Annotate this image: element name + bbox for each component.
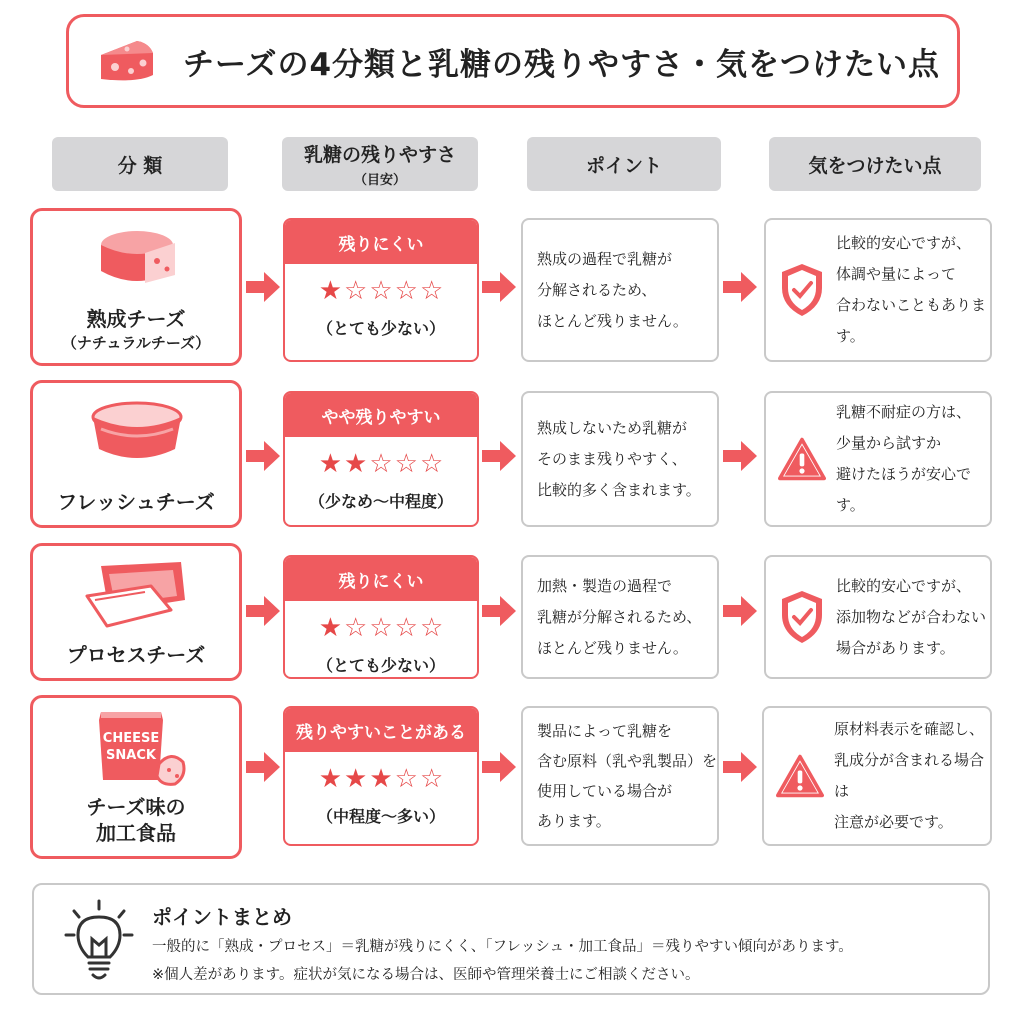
star-empty-icon: ☆ (369, 276, 393, 306)
process-cheese-slice-icon (81, 556, 193, 636)
caution-line: 添加物などが合わない (836, 607, 987, 626)
category-name: プロセスチーズ (66, 643, 206, 667)
star-filled-icon: ★ (344, 449, 368, 479)
category-card-processed-food (30, 695, 242, 859)
header-lactose-sublabel: （目安） (353, 173, 406, 188)
star-empty-icon: ☆ (394, 613, 418, 643)
rating-label: 残りにくい (285, 220, 477, 264)
arrow-right-icon (482, 441, 516, 471)
star-rating (285, 764, 477, 794)
rating-card (283, 706, 479, 846)
caution-line: 原材料表示を確認し、 (834, 720, 985, 738)
caution-line: 避けたほうが安心です。 (836, 465, 972, 514)
rating-caption: （少なめ～中程度） (308, 492, 453, 511)
star-empty-icon: ☆ (369, 613, 393, 643)
header-point (527, 137, 721, 191)
arrow-right-icon (482, 596, 516, 626)
star-filled-icon: ★ (318, 613, 343, 643)
summary-title: ポイントまとめ (152, 905, 292, 929)
point-line: 含む原料（乳や乳製品）を (537, 752, 718, 770)
category-name: フレッシュチーズ (57, 490, 215, 514)
rating-caption: （とても少ない） (316, 656, 445, 675)
fresh-cheese-tub-icon (89, 399, 185, 467)
point-line: あります。 (537, 812, 611, 830)
star-filled-icon: ★ (344, 764, 368, 794)
snack-bag-text-1: CHEESE (102, 731, 160, 746)
lightbulb-icon (64, 899, 134, 983)
star-rating (285, 613, 477, 643)
category-card-process (30, 543, 242, 681)
caution-line: 合わないこともあります。 (836, 296, 987, 345)
rating-card (283, 391, 479, 527)
warning-triangle-icon (778, 435, 826, 483)
star-empty-icon: ☆ (394, 449, 418, 479)
rating-label: 残りやすいことがある (285, 708, 477, 752)
caution-box (764, 218, 992, 362)
star-empty-icon: ☆ (394, 764, 418, 794)
header-category (52, 137, 228, 191)
point-line: 加熱・製造の過程で (537, 576, 673, 595)
point-line: ほとんど残りません。 (537, 311, 688, 330)
header-lactose (282, 137, 478, 191)
header-lactose-label: 乳糖の残りやすさ (303, 144, 456, 166)
cheese-wheel-icon (97, 225, 179, 293)
point-line: そのまま残りやすく、 (537, 449, 687, 468)
star-empty-icon: ☆ (369, 449, 393, 479)
point-box (521, 391, 719, 527)
arrow-right-icon (246, 272, 280, 302)
header-category-label: 分 類 (117, 154, 163, 177)
title-banner (66, 14, 960, 108)
caution-line: 注意が必要です。 (834, 813, 953, 831)
point-box (521, 555, 719, 679)
category-name: 熟成チーズ (86, 307, 186, 331)
caution-box (764, 555, 992, 679)
category-subname: 加工食品 (96, 821, 176, 845)
caution-line: 少量から試すか (836, 434, 942, 452)
caution-line: 体調や量によって (836, 265, 957, 283)
arrow-right-icon (482, 752, 516, 782)
rating-caption: （とても少ない） (316, 319, 445, 338)
category-name: チーズ味の (86, 795, 186, 819)
star-empty-icon: ☆ (419, 449, 444, 479)
star-empty-icon: ☆ (419, 613, 444, 643)
warning-triangle-icon (776, 752, 824, 800)
header-caution-label: 気をつけたい点 (808, 154, 942, 177)
point-line: 熟成しないため乳糖が (537, 418, 688, 437)
category-card-aged (30, 208, 242, 366)
arrow-right-icon (246, 441, 280, 471)
rating-caption: （中程度～多い） (316, 807, 445, 826)
rating-label: やや残りやすい (285, 393, 477, 437)
point-line: 使用している場合が (537, 782, 673, 800)
star-empty-icon: ☆ (419, 764, 444, 794)
point-line: ほとんど残りません。 (537, 638, 688, 657)
caution-line: 乳糖不耐症の方は、 (836, 403, 972, 421)
caution-line: 比較的安心ですが、 (836, 576, 972, 595)
snack-bag-text-2: SNACK (106, 748, 156, 763)
arrow-right-icon (723, 441, 757, 471)
rating-card (283, 218, 479, 362)
star-filled-icon: ★ (318, 276, 343, 306)
star-empty-icon: ☆ (344, 613, 368, 643)
header-caution (769, 137, 981, 191)
point-line: 比較的多く含まれます。 (537, 480, 701, 499)
page-title: チーズの4分類と乳糖の残りやすさ・気をつけたい点 (183, 46, 941, 83)
point-line: 分解されるため、 (537, 280, 657, 299)
header-point-label: ポイント (585, 154, 662, 177)
star-rating (285, 449, 477, 479)
star-rating (285, 276, 477, 306)
point-box (521, 706, 719, 846)
category-card-fresh (30, 380, 242, 528)
point-line: 乳糖が分解されるため、 (537, 607, 702, 626)
star-filled-icon: ★ (369, 764, 393, 794)
star-empty-icon: ☆ (344, 276, 368, 306)
point-box (521, 218, 719, 362)
caution-box (764, 391, 992, 527)
star-filled-icon: ★ (318, 449, 343, 479)
category-subname: （ナチュラルチーズ） (61, 334, 211, 352)
summary-line: 一般的に「熟成・プロセス」＝乳糖が残りにくく、「フレッシュ・加工食品」＝残りやすい傾向があります。 (152, 939, 853, 955)
star-filled-icon: ★ (318, 764, 343, 794)
arrow-right-icon (246, 752, 280, 782)
caution-line: 比較的安心ですが、 (836, 234, 972, 252)
arrow-right-icon (723, 596, 757, 626)
caution-box (762, 706, 992, 846)
arrow-right-icon (246, 596, 280, 626)
shield-check-icon (778, 262, 826, 318)
point-line: 熟成の過程で乳糖が (537, 249, 673, 268)
summary-note: ※個人差があります。症状が気になる場合は、医師や管理栄養士にご相談ください。 (152, 967, 700, 983)
arrow-right-icon (723, 272, 757, 302)
cheese-snack-bag-icon (91, 706, 191, 790)
caution-line: 乳成分が含まれる場合は (834, 751, 985, 800)
star-empty-icon: ☆ (394, 276, 418, 306)
point-line: 製品によって乳糖を (537, 722, 673, 740)
caution-line: 場合があります。 (836, 638, 955, 657)
arrow-right-icon (482, 272, 516, 302)
star-empty-icon: ☆ (419, 276, 444, 306)
rating-label: 残りにくい (285, 557, 477, 601)
arrow-right-icon (723, 752, 757, 782)
cheese-icon (97, 35, 157, 87)
summary-box (32, 883, 990, 995)
rating-card (283, 555, 479, 679)
shield-check-icon (778, 589, 826, 645)
